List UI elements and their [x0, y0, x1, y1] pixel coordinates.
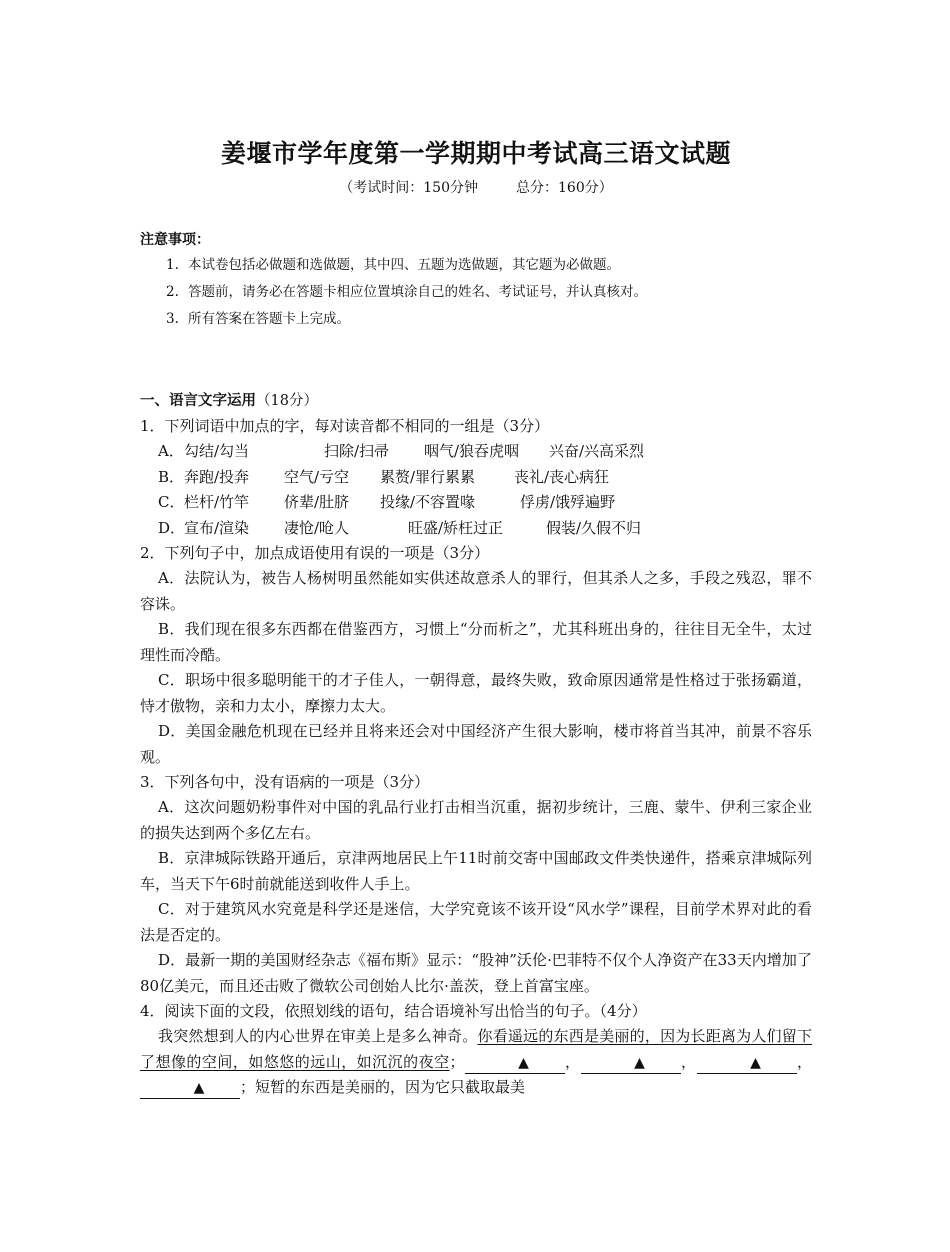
q2-option-a: A．法院认为，被告人杨树明虽然能如实供述故意杀人的罪行，但其杀人之多，手段之残忍，罪不容诛。 — [140, 569, 812, 613]
question-3-stem: 3．下列各句中，没有语病的一项是（3分） — [140, 773, 430, 791]
question-4-stem: 4．阅读下面的文段，依照划线的语句，结合语境补写出恰当的句子。（4分） — [140, 1002, 647, 1020]
exam-time: （考试时间：150分钟 — [339, 180, 478, 196]
answer-blank[interactable]: ▲ — [465, 1053, 565, 1074]
question-2-stem: 2．下列句子中，加点成语使用有误的一项是（3分） — [140, 544, 490, 562]
exam-total-score: 总分：160分） — [516, 180, 613, 196]
q1-option-d: D．宣布/渲染 凄怆/呛人 旺盛/矫枉过正 假装/久假不归 — [158, 518, 642, 537]
answer-blank[interactable]: ▲ — [140, 1078, 240, 1099]
answer-blank[interactable]: ▲ — [581, 1053, 681, 1074]
page-title: 姜堰市学年度第一学期期中考试高三语文试题 — [220, 139, 731, 168]
underlined-sentence: 你看遥远的东西是美丽的，因为长距离为人们留下了想像的空间，如悠悠的远山，如沉沉的夜空 — [140, 1027, 812, 1071]
q2-option-b: B．我们现在很多东西都在借鉴西方，习惯上“分而析之”，尤其科班出身的，往往目无全牛，太过理性而冷酷。 — [140, 620, 812, 664]
q1-option-a: A．勾结/勾当 扫除/扫帚 咽气/狼吞虎咽 兴奋/兴高采烈 — [158, 442, 645, 460]
q1-option-c: C．栏杆/竹竿 侪辈/肚脐 投缘/不容置喙 俘虏/饿殍遍野 — [158, 493, 616, 511]
notes-heading: 注意事项： — [140, 232, 210, 248]
note-item: 2. 答题前，请务必在答题卡相应位置填涂自己的姓名、考试证号，并认真核对。 — [166, 284, 647, 300]
q3-option-c: C．对于建筑风水究竟是科学还是迷信，大学究竟该不该开设“风水学”课程，目前学术界对此的看法是否定的。 — [140, 900, 812, 944]
section-heading: 一、语言文字运用（18分） — [140, 393, 318, 409]
q2-option-d: D．美国金融危机现在已经并且将来还会对中国经济产生很大影响，楼市将首当其冲，前景不容乐观。 — [140, 722, 812, 766]
answer-blank[interactable]: ▲ — [697, 1053, 797, 1074]
q1-option-b: B．奔跑/投奔 空气/亏空 累赘/罪行累累 丧礼/丧心病狂 — [158, 467, 610, 486]
q4-passage: 我突然想到人的内心世界在审美上是多么神奇。你看遥远的东西是美丽的，因为长距离为人们留下了想像的空间，如悠悠的远山，如沉沉的夜空； ▲ ， ▲ ， ▲ ，▲ ；短暂的东西是美丽的，因为它只截取最美 — [140, 1024, 812, 1101]
exam-page — [140, 136, 812, 1101]
note-item: 1. 本试卷包括必做题和选做题，其中四、五题为选做题，其它题为必做题。 — [166, 257, 620, 273]
q2-option-c: C．职场中很多聪明能干的才子佳人，一朝得意，最终失败，致命原因通常是性格过于张扬霸道，恃才傲物，亲和力太小，摩擦力太大。 — [140, 671, 812, 715]
q3-option-b: B．京津城际铁路开通后，京津两地居民上午11时前交寄中国邮政文件类快递件，搭乘京津城际列车，当天下午6时前就能送到收件人手上。 — [140, 849, 812, 893]
note-item: 3. 所有答案在答题卡上完成。 — [166, 311, 350, 327]
q3-option-d: D．最新一期的美国财经杂志《福布斯》显示：“股神”沃伦·巴菲特不仅个人净资产在33天内增加了80亿美元，而且还击败了微软公司创始人比尔·盖茨，登上首富宝座。 — [140, 951, 812, 995]
exam-info — [140, 176, 812, 200]
q3-option-a: A．这次问题奶粉事件对中国的乳品行业打击相当沉重，据初步统计，三鹿、蒙牛、伊利三家企业的损失达到两个多亿左右。 — [140, 798, 812, 842]
question-1-stem: 1．下列词语中加点的字，每对读音都不相同的一组是（3分） — [140, 417, 550, 435]
